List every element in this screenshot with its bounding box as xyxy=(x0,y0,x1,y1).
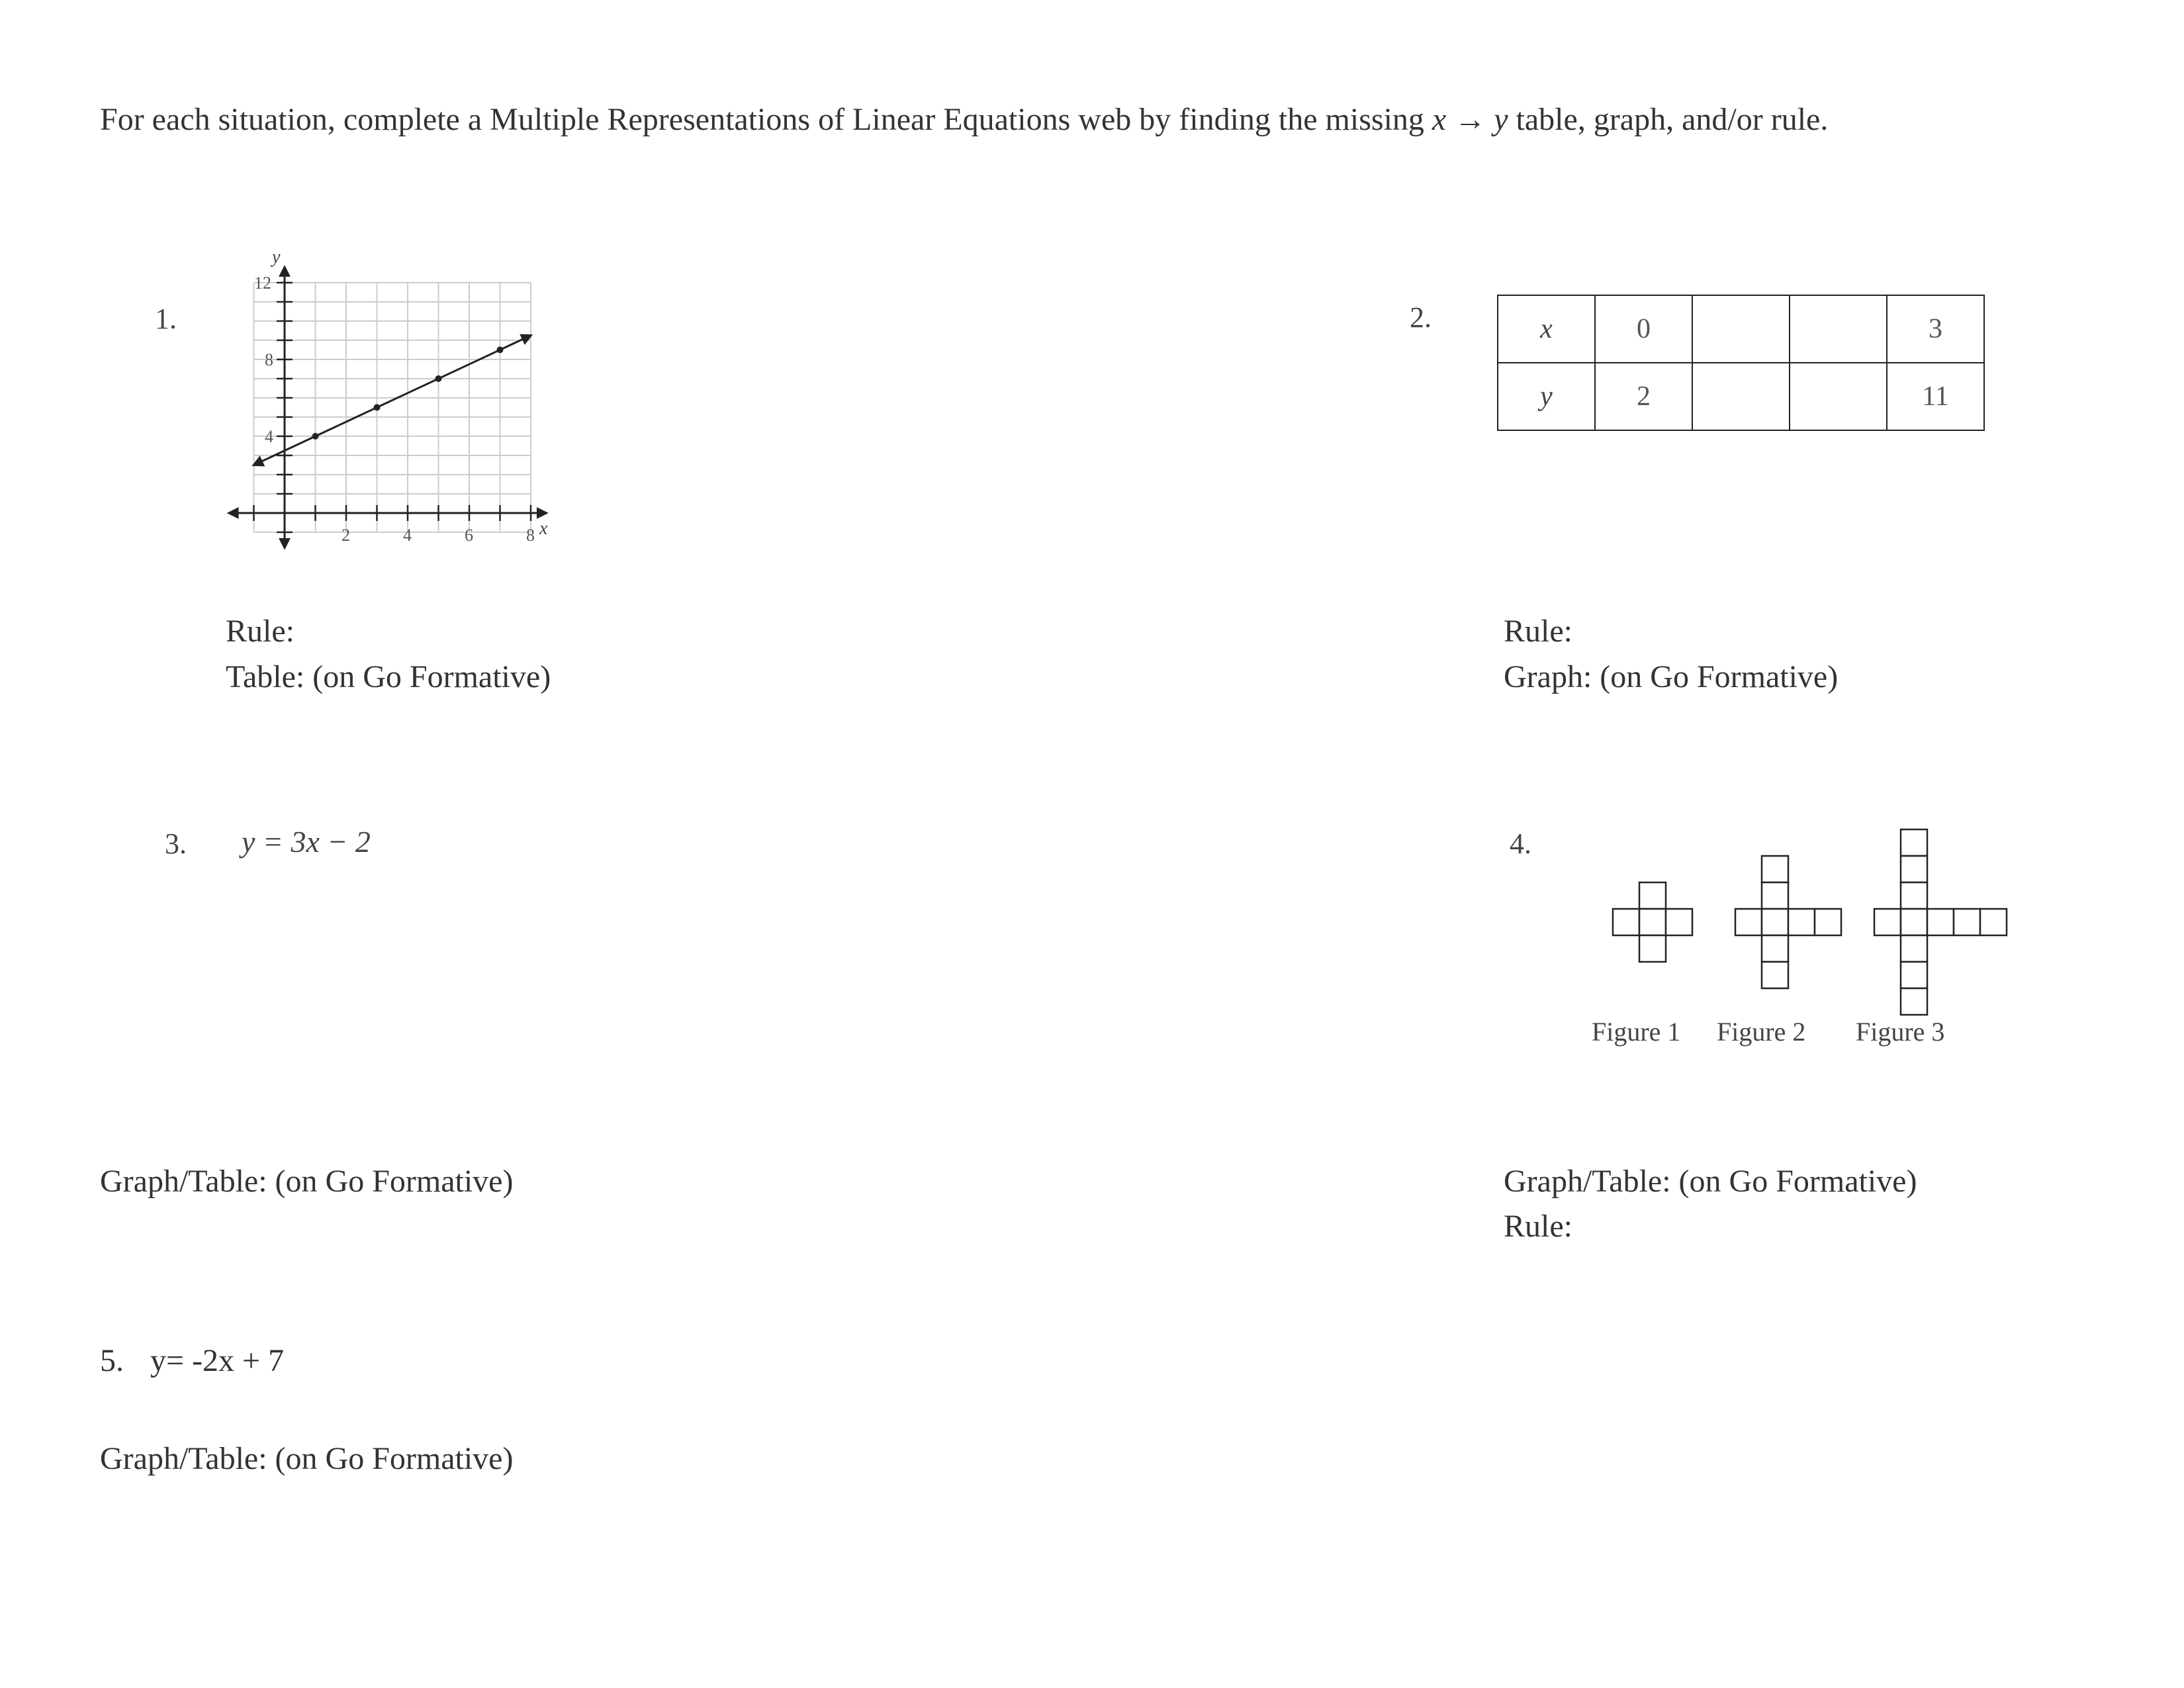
x-tick-label: 2 xyxy=(341,526,350,545)
y-tick-label: 4 xyxy=(265,427,273,446)
x-axis-label: x xyxy=(539,518,548,539)
table-y-cell: 2 xyxy=(1595,363,1692,430)
figure-1-shape xyxy=(1613,882,1692,962)
x-tick-label: 8 xyxy=(526,526,535,545)
table-row-x xyxy=(1498,295,1984,363)
series-line xyxy=(254,336,531,465)
problem4-graph-table-label: Graph/Table: (on Go Formative) xyxy=(1504,1164,1917,1199)
table-x-header: x xyxy=(1498,295,1595,363)
problem4-number: 4. xyxy=(1510,827,1531,860)
problem3-number: 3. xyxy=(165,827,187,860)
table-y-cell xyxy=(1692,363,1790,430)
table-x-cell: 3 xyxy=(1887,295,1984,363)
problem3-graph-table-label: Graph/Table: (on Go Formative) xyxy=(100,1164,514,1199)
data-point xyxy=(435,375,442,382)
figure-3-shape xyxy=(1874,829,2007,1015)
graph-ticks xyxy=(254,273,535,545)
problem4-rule-label: Rule: xyxy=(1504,1209,1572,1244)
graph-axes xyxy=(229,267,546,547)
problem5-number: 5. xyxy=(100,1343,124,1378)
table-row-y xyxy=(1498,363,1984,430)
data-point xyxy=(374,404,381,411)
instructions-x-var: x xyxy=(1432,102,1447,137)
y-tick-label: 12 xyxy=(254,273,271,293)
instructions-arrow: → xyxy=(1454,102,1486,137)
data-point xyxy=(497,347,504,353)
graph-grid xyxy=(254,283,531,532)
problem5-graph-table-label: Graph/Table: (on Go Formative) xyxy=(100,1441,514,1476)
problem2-rule-label: Rule: xyxy=(1504,614,1572,649)
problem4-figures xyxy=(1605,824,2015,1016)
table-y-header: y xyxy=(1498,363,1595,430)
figure-2-label: Figure 2 xyxy=(1717,1017,1806,1047)
problem2-table xyxy=(1497,295,1985,431)
figure-1-label: Figure 1 xyxy=(1592,1017,1681,1047)
x-tick-label: 6 xyxy=(465,526,473,545)
problem2-graph-label: Graph: (on Go Formative) xyxy=(1504,659,1839,694)
instructions-part2: table, graph, and/or rule. xyxy=(1508,102,1829,137)
table-x-cell xyxy=(1692,295,1790,363)
instructions xyxy=(100,104,1828,136)
figure-3-label: Figure 3 xyxy=(1856,1017,1945,1047)
instructions-part1: For each situation, complete a Multiple Representations of Linear Equations web by finding the missing xyxy=(100,102,1432,137)
data-point xyxy=(312,433,319,440)
y-tick-label: 8 xyxy=(265,350,273,369)
figure-2-shape xyxy=(1735,856,1841,988)
x-tick-label: 4 xyxy=(403,526,412,545)
problem5-equation: y= -2x + 7 xyxy=(150,1343,285,1378)
table-x-cell xyxy=(1790,295,1887,363)
problem1-number: 1. xyxy=(155,303,177,335)
y-axis-label: y xyxy=(272,248,281,267)
graph-series xyxy=(254,336,531,465)
instructions-y-var: y xyxy=(1494,102,1508,137)
problem1-rule-label: Rule: xyxy=(226,614,295,649)
table-y-cell xyxy=(1790,363,1887,430)
problem1-table-label: Table: (on Go Formative) xyxy=(226,659,551,694)
problem2-number: 2. xyxy=(1410,301,1432,334)
problem1-graph xyxy=(218,248,576,586)
table-x-cell: 0 xyxy=(1595,295,1692,363)
problem3-equation: y = 3x − 2 xyxy=(242,825,371,859)
table-y-cell: 11 xyxy=(1887,363,1984,430)
